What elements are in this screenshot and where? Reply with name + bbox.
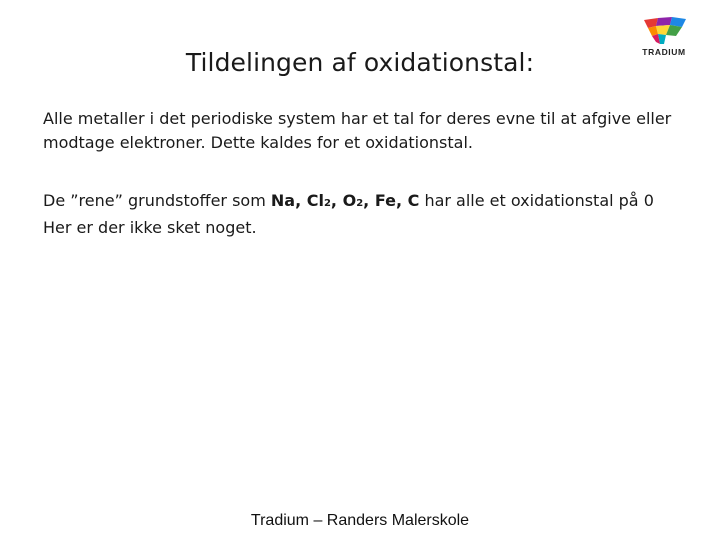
element-na: Na [270, 191, 296, 210]
separator: , [395, 191, 408, 210]
text-prefix: De ”rene” grundstoffer som [43, 191, 271, 210]
element-o: O [342, 191, 357, 210]
slide-title: Tildelingen af oxidationstal: [185, 48, 535, 77]
paragraph-intro: Alle metaller i det periodiske system har et tal for deres evne til at afgive eller modtage elektroner. Dette kaldes for et oxidationstal. [43, 109, 672, 152]
paragraph-pure-elements [43, 189, 693, 240]
element-cl: Cl [306, 191, 324, 210]
tradium-logo-icon [630, 14, 698, 48]
separator: , [330, 191, 343, 210]
text-suffix: har alle et oxidationstal på 0 [419, 191, 654, 210]
separator: , [363, 191, 375, 210]
separator: , [295, 191, 307, 210]
element-fe: Fe [374, 191, 396, 210]
element-c: C [407, 191, 420, 210]
element-o-subscript: 2 [356, 198, 364, 209]
slide-footer: Tradium – Randers Malerskole [250, 512, 470, 529]
element-cl-subscript: 2 [323, 198, 331, 209]
nothing-happened-line: Her er der ikke sket noget. [43, 218, 257, 237]
pure-elements-line [43, 189, 693, 216]
logo-wordmark: TRADIUM [642, 47, 686, 57]
